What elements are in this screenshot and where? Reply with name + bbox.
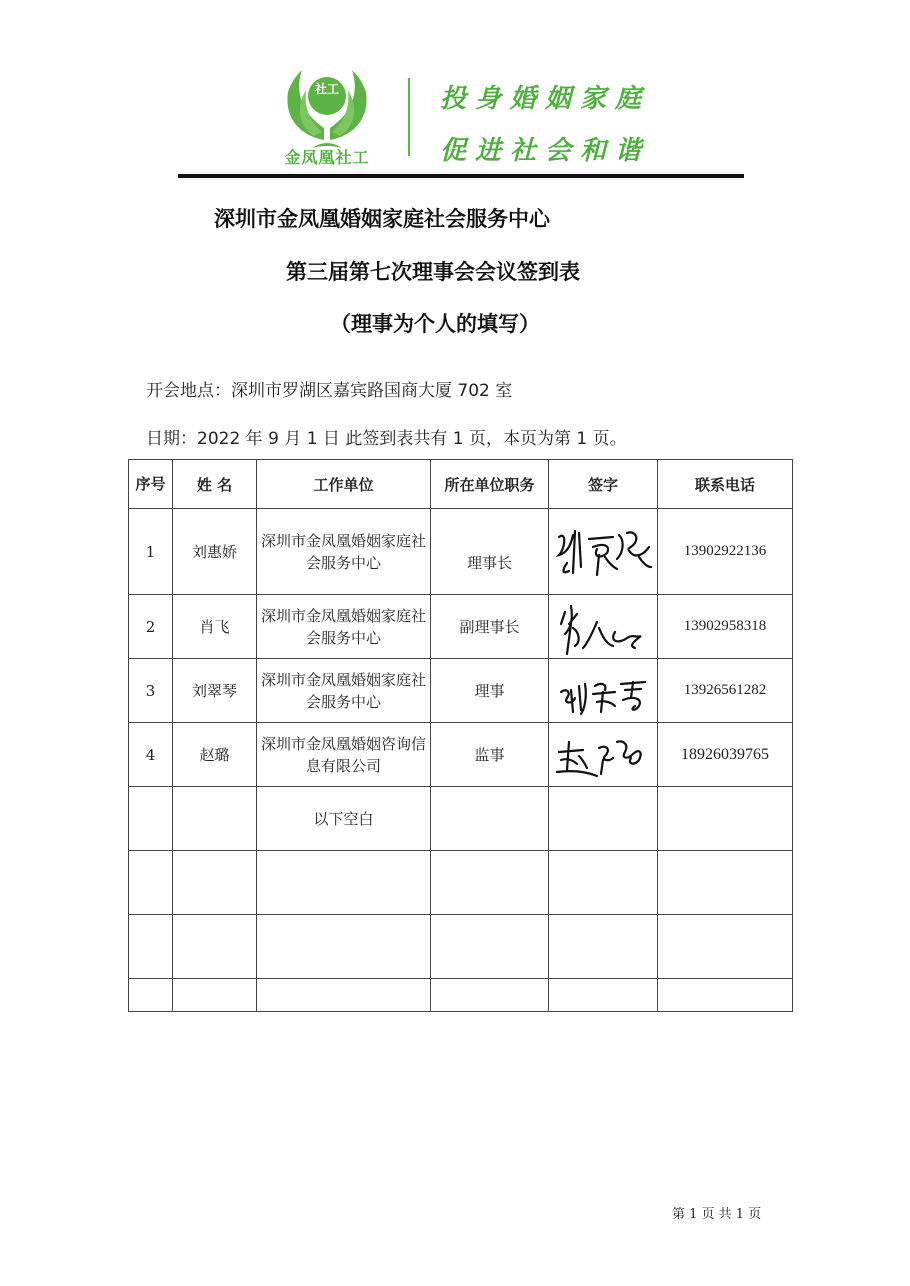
row-phone: 13902922136: [658, 509, 793, 595]
table-row: [129, 979, 793, 1012]
row-signature: [549, 595, 658, 659]
blank-cell: [431, 915, 549, 979]
row-name: 赵璐: [173, 723, 257, 787]
blank-cell: [173, 787, 257, 851]
header-name: 姓 名: [173, 460, 257, 509]
meeting-date: 日期：2022 年 9 月 1 日 此签到表共有 1 页，本页为第 1 页。: [146, 429, 627, 449]
row-seq: 4: [129, 723, 173, 787]
row-signature: [549, 723, 658, 787]
table-row: [129, 595, 793, 659]
blank-cell: [257, 979, 431, 1012]
table-header-row: [129, 460, 793, 509]
slogan-line-1: 投身婚姻家庭: [440, 84, 651, 114]
row-role: 理事: [431, 659, 549, 723]
table-row: [129, 659, 793, 723]
blank-cell: [431, 851, 549, 915]
blank-cell: [173, 851, 257, 915]
row-role: 副理事长: [431, 595, 549, 659]
blank-cell: [129, 787, 173, 851]
blank-cell: [658, 851, 793, 915]
header-divider: [408, 78, 410, 156]
table-row: [129, 509, 793, 595]
blank-cell: [173, 915, 257, 979]
meeting-location: 开会地点：深圳市罗湖区嘉宾路国商大厦 702 室: [146, 381, 513, 401]
logo-badge-text: 社工: [314, 82, 340, 96]
table-row: [129, 851, 793, 915]
handwritten-signature-icon: [553, 523, 657, 581]
blank-cell: [549, 787, 658, 851]
row-seq: 3: [129, 659, 173, 723]
row-seq: 2: [129, 595, 173, 659]
header-unit: 工作单位: [257, 460, 431, 509]
blank-cell: [173, 979, 257, 1012]
blank-cell: [431, 787, 549, 851]
blank-cell: [129, 979, 173, 1012]
table-row: [129, 723, 793, 787]
blank-cell: [431, 979, 549, 1012]
blank-cell: [129, 915, 173, 979]
row-seq: 1: [129, 509, 173, 595]
blank-cell: [129, 851, 173, 915]
handwritten-signature-icon: [553, 730, 657, 780]
row-unit: 深圳市金凤凰婚姻家庭社会服务中心: [257, 509, 431, 595]
blank-cell: [658, 915, 793, 979]
row-unit: 深圳市金凤凰婚姻家庭社会服务中心: [257, 595, 431, 659]
header-role: 所在单位职务: [431, 460, 549, 509]
blank-cell: [257, 915, 431, 979]
sign-in-table: [128, 459, 793, 1012]
page-footer: 第 1 页 共 1 页: [672, 1207, 762, 1222]
table-row: [129, 915, 793, 979]
blank-cell: [549, 915, 658, 979]
handwritten-signature-icon: [553, 662, 657, 720]
header-phone: 联系电话: [658, 460, 793, 509]
row-unit: 深圳市金凤凰婚姻咨询信息有限公司: [257, 723, 431, 787]
header-signature: 签字: [549, 460, 658, 509]
org-title: 深圳市金凤凰婚姻家庭社会服务中心: [214, 206, 550, 231]
table-row: [129, 787, 793, 851]
blank-note: 以下空白: [257, 787, 431, 851]
header-seq: 序号: [129, 460, 173, 509]
row-unit: 深圳市金凤凰婚姻家庭社会服务中心: [257, 659, 431, 723]
row-name: 刘翠琴: [173, 659, 257, 723]
row-role: 理事长: [431, 509, 549, 595]
fill-note: （理事为个人的填写）: [330, 311, 540, 336]
row-signature: [549, 659, 658, 723]
blank-cell: [549, 979, 658, 1012]
meeting-title: 第三届第七次理事会会议签到表: [286, 259, 580, 284]
logo-name: 金凤凰社工: [284, 148, 370, 167]
row-name: 肖飞: [173, 595, 257, 659]
row-phone: 13926561282: [658, 659, 793, 723]
blank-cell: [549, 851, 658, 915]
blank-cell: [658, 787, 793, 851]
row-name: 刘惠娇: [173, 509, 257, 595]
row-phone: 18926039765: [658, 723, 793, 787]
row-signature: [549, 509, 658, 595]
handwritten-signature-icon: [553, 598, 657, 656]
blank-cell: [257, 851, 431, 915]
header-rule: [178, 174, 744, 178]
row-phone: 13902958318: [658, 595, 793, 659]
blank-cell: [658, 979, 793, 1012]
slogan-line-2: 促进社会和谐: [440, 136, 651, 166]
row-role: 监事: [431, 723, 549, 787]
